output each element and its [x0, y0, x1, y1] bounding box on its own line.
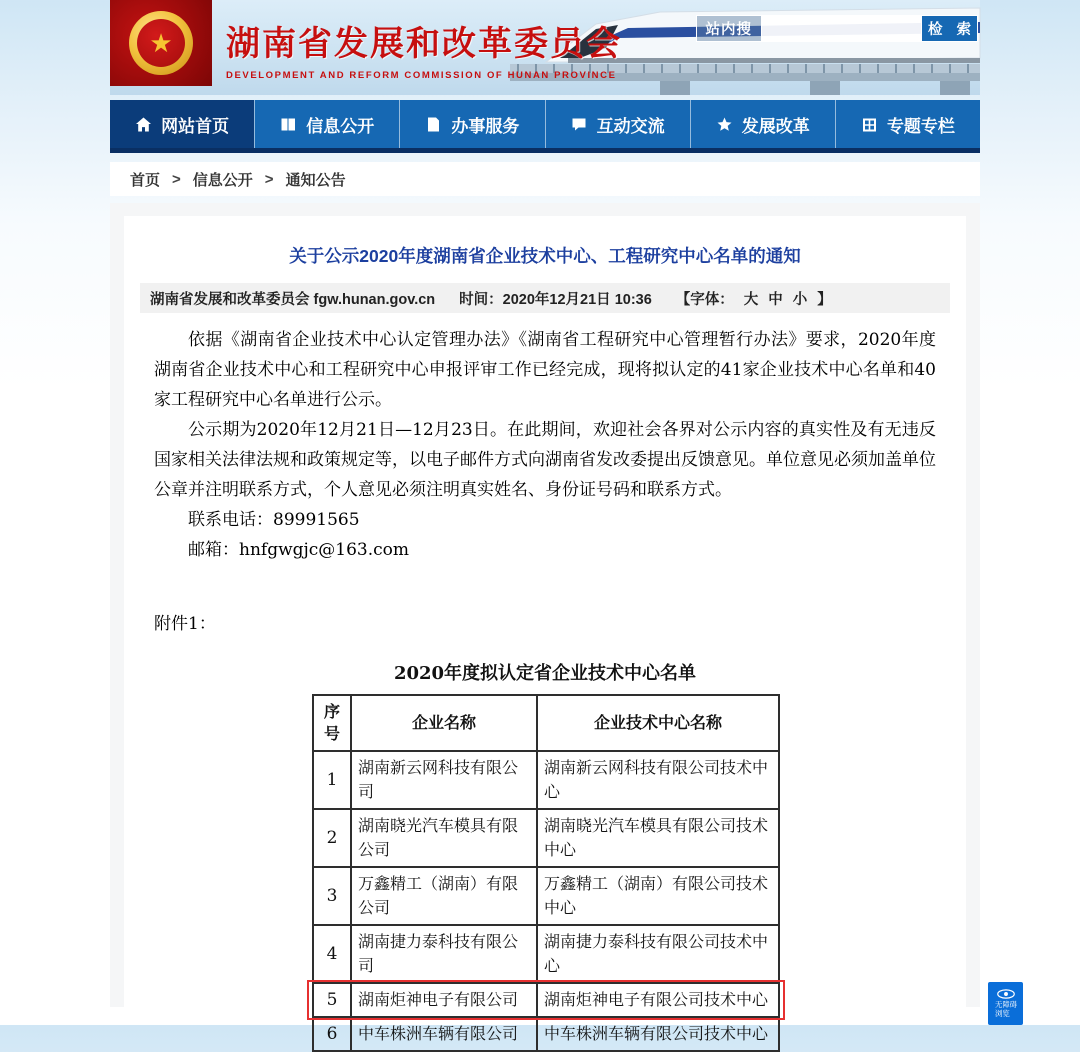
font-size-prefix: 【字体：: [675, 291, 734, 308]
table-header-row: [313, 695, 779, 751]
contact-phone: 联系电话：89991565: [188, 510, 360, 530]
home-icon: [135, 116, 152, 133]
breadcrumb-item-2[interactable]: 信息公开: [192, 171, 253, 189]
national-emblem-icon: ★: [129, 11, 193, 75]
table-row: [313, 867, 779, 925]
font-size-option[interactable]: 小: [792, 291, 808, 308]
cell-company: 万鑫精工（湖南）有限公司: [351, 867, 537, 925]
nav-item-label: 办事服务: [451, 116, 520, 136]
search-scope-label: 站内搜: [696, 15, 763, 42]
cell-serial: 1: [313, 751, 351, 809]
cell-company: 湖南捷力泰科技有限公司: [351, 925, 537, 983]
cell-serial: 5: [313, 983, 351, 1017]
nav-item-3[interactable]: [399, 100, 544, 148]
article-time: 时间：2020年12月21日 10:36: [459, 291, 652, 308]
nav-item-label: 网站首页: [161, 116, 230, 136]
font-size-option[interactable]: 大: [743, 291, 759, 308]
nav-bottom-strip: [110, 148, 980, 153]
cell-center: 湖南炬神电子有限公司技术中心: [537, 983, 779, 1017]
article-paragraph: 公示期为2020年12月21日—12月23日。在此期间，欢迎社会各界对公示内容的真实性及有无违反国家相关法律法规和政策规定等，以电子邮件方式向湖南省发改委提出反馈意见。单位意见必须加盖单位公章并注明联系方式，个人意见必须注明真实姓名、身份证号码和联系方式。: [154, 420, 936, 500]
table-row: [313, 983, 779, 1017]
nav-item-4[interactable]: [545, 100, 690, 148]
search-button[interactable]: 检 索: [922, 15, 978, 42]
article-source: 湖南省发展和改革委员会 fgw.hunan.gov.cn: [150, 291, 436, 308]
nav-item-label: 互动交流: [596, 116, 665, 136]
col-header-company: 企业名称: [351, 695, 537, 751]
cell-serial: 6: [313, 1017, 351, 1051]
accessibility-widget[interactable]: [988, 982, 1023, 1025]
table-title: 2020年度拟认定省企业技术中心名单: [393, 663, 697, 684]
nav-item-1[interactable]: [110, 100, 254, 148]
national-emblem-block: [110, 0, 212, 86]
breadcrumb-item-1[interactable]: 首页: [130, 171, 161, 189]
cell-serial: 3: [313, 867, 351, 925]
cell-company: 湖南晓光汽车模具有限公司: [351, 809, 537, 867]
article-paragraph: 依据《湖南省企业技术中心认定管理办法》《湖南省工程研究中心管理暂行办法》要求，2020年度湖南省企业技术中心和工程研究中心申报评审工作已经完成，现将拟认定的41家企业技术中心名单和40家工程研究中心名单进行公示。: [154, 330, 936, 410]
nav-item-label: 发展改革: [741, 116, 810, 136]
font-size-suffix: 】: [817, 291, 832, 308]
contact-email: 邮箱：hnfgwgjc@163.com: [188, 540, 410, 560]
cell-center: 湖南新云网科技有限公司技术中心: [537, 751, 779, 809]
attachment-label: 附件1：: [154, 614, 216, 634]
star-icon: [716, 116, 733, 133]
article-title: 关于公示2020年度湖南省企业技术中心、工程研究中心名单的通知: [289, 246, 801, 266]
table-row: [313, 751, 779, 809]
site-header-banner: [110, 0, 980, 95]
table-row: [313, 1017, 779, 1051]
font-size-option[interactable]: 中: [768, 291, 783, 308]
breadcrumb-separator: >: [264, 170, 274, 188]
search-input[interactable]: [762, 15, 922, 42]
nav-item-5[interactable]: [690, 100, 835, 148]
service-icon: [425, 116, 442, 133]
chat-icon: [571, 116, 588, 133]
special-icon: [861, 116, 878, 133]
nav-item-6[interactable]: [835, 100, 980, 148]
nav-item-label: 信息公开: [306, 116, 375, 136]
font-size-control: [676, 288, 832, 309]
cell-center: 湖南晓光汽车模具有限公司技术中心: [537, 809, 779, 867]
col-header-no: 序号: [313, 695, 351, 751]
breadcrumb-item-3: 通知公告: [285, 171, 346, 189]
cell-serial: 4: [313, 925, 351, 983]
accessibility-widget-label: 浏览: [994, 1009, 1010, 1018]
article-meta-bar: [140, 283, 950, 313]
site-search: [696, 15, 979, 42]
cell-center: 万鑫精工（湖南）有限公司技术中心: [537, 867, 779, 925]
main-nav: [110, 100, 980, 153]
site-title: 湖南省发展和改革委员会: [226, 25, 622, 63]
cell-center: 中车株洲车辆有限公司技术中心: [537, 1017, 779, 1051]
nav-item-2[interactable]: [254, 100, 399, 148]
site-subtitle: DEVELOPMENT AND REFORM COMMISSION OF HUNAN PROVINCE: [226, 70, 617, 81]
accessibility-widget-label: 无障碍: [994, 1000, 1017, 1009]
col-header-center: 企业技术中心名称: [537, 695, 779, 751]
nav-item-label: 专题专栏: [886, 116, 955, 136]
article-card: [124, 216, 966, 1044]
info-icon: [280, 116, 297, 133]
cell-center: 湖南捷力泰科技有限公司技术中心: [537, 925, 779, 983]
cell-company: 湖南新云网科技有限公司: [351, 751, 537, 809]
eye-icon: [997, 989, 1015, 999]
site-wrapper: [110, 0, 980, 1044]
table-row: [313, 925, 779, 983]
cell-serial: 2: [313, 809, 351, 867]
center-list-table: [312, 694, 780, 1052]
article-body: [154, 325, 936, 639]
cell-company: 湖南炬神电子有限公司: [351, 983, 537, 1017]
table-row: [313, 809, 779, 867]
breadcrumb-separator: >: [172, 170, 181, 188]
center-list-table-wrap: [312, 694, 778, 1052]
breadcrumb: [110, 162, 980, 196]
content-panel: [110, 203, 980, 1044]
cell-company: 中车株洲车辆有限公司: [351, 1017, 537, 1051]
